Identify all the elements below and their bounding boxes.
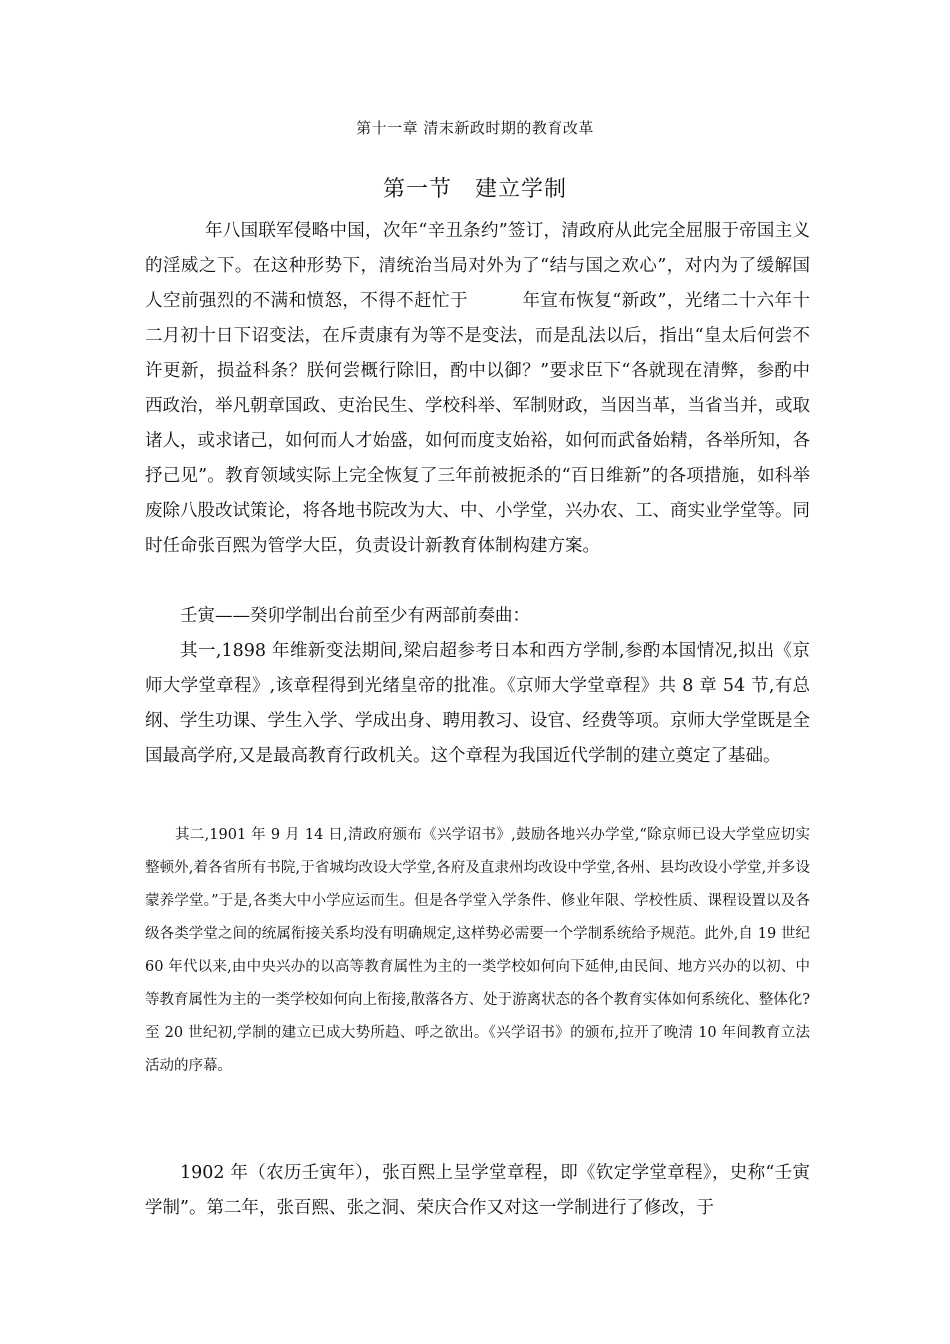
paragraph-prelude: 壬寅——癸卯学制出台前至少有两部前奏曲： bbox=[180, 606, 530, 626]
paragraph-renyin: 1902 年（农历壬寅年），张百熙上呈学堂章程，即《钦定学堂章程》，史称“壬寅学制”。第二年，张百熙、张之洞、荣庆合作又对这一学制进行了修改，于 bbox=[145, 1163, 810, 1218]
paragraph-intro bbox=[145, 214, 810, 564]
paragraph-second-prelude: 其二,1901 年 9 月 14 日,清政府颁布《兴学诏书》,鼓励各地兴办学堂,“除京师已设大学堂应切实整顿外,着各省所有书院,于省城均改设大学堂,各府及直隶州均改设中学堂,各州、县均改设小学堂,并多设蒙养学堂。”于是,各类大中小学应运而生。但是各学堂入学条件、修业年限、学校性质、课程设置以及各级各类学堂之间的统属衔接关系均没有明确规定,这样势必需要一个学制系统给予规范。此外,自 19 世纪 60 年代以来,由中央兴办的以高等教育属性为主的一类学校如何向下延伸,由民间、地方兴办的以初、中等教育属性为主的一类学校如何向上衔接,散落各方、处于游离状态的各个教育实体如何系统化、整体化?至 20 世纪初,学制的建立已成大势所趋、呼之欲出。《兴学诏书》的颁布,拉开了晚清 10 年间教育立法活动的序幕。 bbox=[145, 827, 810, 1074]
paragraph-intro-part-b: 年宣布恢复“新政”，光绪二十六年十二月初十日下诏变法，在斥责康有为等不是变法，而是乱法以后，指出“皇太后何尝不许更新，损益科条？朕何尝概行除旧，酌中以御？”要求臣下“各就现在清弊，参酌中西政治，举凡朝章国政、吏治民生、学校科举、军制财政，当因当革，当省当并，或取诸人，或求诸己，如何而人才始盛，如何而度支始裕，如何而武备始精，各举所知，各抒己见”。教育领域实际上完全恢复了三年前被扼杀的“百日维新”的各项措施，如科举废除八股改试策论，将各地书院改为大、中、小学堂，兴办农、工、商实业学堂等。同时任命张百熙为管学大臣，负责设计新教育体制构建方案。 bbox=[145, 291, 810, 556]
paragraph-intro-part-a: 年八国联军侵略中国，次年“辛丑条约”签订，清政府从此完全屈服于帝国主义的淫威之下。在这种形势下，清统治当局对外为了“结与国之欢心”，对内为了缓解国人空前强烈的不满和愤怒，不得不赶忙于 bbox=[145, 221, 810, 311]
chapter-title: 第十一章 清末新政时期的教育改革 bbox=[356, 119, 594, 137]
paragraph-first-prelude: 其一,1898 年维新变法期间,梁启超参考日本和西方学制,参酌本国情况,拟出《京师大学堂章程》,该章程得到光绪皇帝的批准。《京师大学堂章程》共 8 章 54 节,有总纲、学生功课、学生入学、学成出身、聘用教习、设官、经费等项。京师大学堂既是全国最高学府,又是最高教育行政机关。这个章程为我国近代学制的建立奠定了基础。 bbox=[145, 641, 810, 766]
section-title: 第一节 建立学制 bbox=[382, 177, 567, 202]
